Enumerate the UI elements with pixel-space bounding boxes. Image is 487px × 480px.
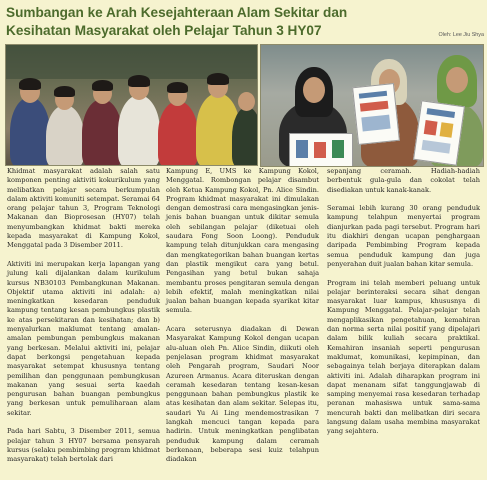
paragraph: Seramai lebih kurang 30 orang penduduk kampung telahpun menyertai program dianjurkan pada pagi tersebut. Program hari itu diakhiri dengan ucapan penghargaan daripada Pembimbing Program kepada semua penduduk kampung dan juga penyerahan duit jualan bahan kitar semula. bbox=[327, 204, 480, 268]
paragraph: Acara seterusnya diadakan di Dewan Masyarakat Kampung Kokol dengan ucapan alu-aluan oleh Pn. Alice Sindin, diikuti oleh penjelasan program khidmat masyarakat oleh Pengarah program, Saudari Noor Azureen Armanus. Acara diteruskan dengan ceramah kesedaran tentang kesan-kesan penggunaan bahan pembungkus plastik ke atas kesihatan dan alam sekitar. Selepas itu, saudari Yu Ai Ling mendemostrasikan 7 langkah mencuci tangan kepada para hadirin. Untuk meningkatkan penglibatan penduduk kampung dalam ceramah berkenaan, beberapa sesi kuiz telahpun diadakan bbox=[166, 325, 319, 464]
paragraph: Pada hari Sabtu, 3 Disember 2011, semua pelajar tahun 3 HY07 bersama pensyarah kursus (selaku pembimbing program khidmat masyarakat) telah bertolak dari bbox=[7, 427, 160, 464]
photo-women-with-posters bbox=[260, 44, 484, 167]
paragraph: Aktiviti ini merupakan kerja lapangan yang julung kali dijalankan dalam kurikulum kursus NB30103 Pembangkunan Makanan. Objektif utama aktiviti ini adalah: a) meningkatkan kesedaran penduduk kampung tentang kesan pembungkus plastik ke atas persekitaran dan kesihatan; dan b) menyalurkan maklumat tentang amalan-amalan pembungan pembungkus makanan yang berkesan. Melalui aktiviti ini, pelajar dapat berkongsi pengetahuan kepada masyarakat setempat khususnya tentang pemilihan dan penggunaan pembungkusan makanan yang sesuai serta kaedah pengurusan bahan buangan pembungkus yang berkesan untuk pemuliharaan alam sekitar. bbox=[7, 259, 160, 417]
article-byline: Oleh: Lee Jiu Shya bbox=[438, 32, 484, 38]
photo-audience-seated bbox=[5, 44, 258, 166]
paragraph: Khidmat masyarakat adalah salah satu komponen penting aktiviti kokurikulum yang melibatkan pelajar secara berkumpulan dalam aktiviti komuniti setempat. Seramai 64 orang pelajar tahun 3, Program Teknologi Makanan dan Bioprosesan (HY07) telah menyumbangkan khidmat bakti mereka kepada masyarakat di Kampung Kokol, Menggatal pada 3 Disember 2011. bbox=[7, 167, 160, 250]
article-headline: Sumbangan ke Arah Kesejahteraan Alam Sekitar dan Kesihatan Masyarakat oleh Pelajar Tahun 3 HY07 bbox=[6, 5, 348, 38]
article-column-2 bbox=[166, 167, 319, 474]
article-column-3 bbox=[327, 167, 480, 446]
paragraph: sepanjang ceramah. Hadiah-hadiah berbentuk gula-gula dan cokolat telah disediakan untuk kanak-kanak. bbox=[327, 167, 480, 194]
article-column-1 bbox=[7, 167, 160, 474]
paragraph: Program ini telah memberi peluang untuk pelajar berinteraksi secara sihat dengan masyarakat luar kampus, khususnya di Kampung Menggatal. Pelajar-pelajar telah mengaplikasikan pengetahuan, kemahiran dan norma serta nilai positif yang dipelajari dalam bilik kuliah secara praktikal. Kemahiran insaniah seperti pengurusan maklumat, komunikasi, kepimpinan, dan sebagainya telah berjaya diterapkan dalam aktiviti ini. Adalah diharapkan program ini dapat menanam sifat tanggungjawab di samping menyemai rasa kesedaran terhadap peranan mahasiswa untuk sama-sama mencurah bakti dan melibatkan diri secara langsung dalam usaha membina masyarakat yang sejahtera. bbox=[327, 278, 480, 436]
paragraph: Kampung E, UMS ke Kampung Kokol, Menggatal. Rombongan pelajar disambut oleh Ketua Kampung Kokol, Pn. Alice Sindin. Program khidmat masyarakat ini dimulakan dengan demostrasi cara mengasingkan jenis-jenis bahan buangan untuk dikitar semula oleh sebilangan pelajar (diketuai oleh saudara Fong Soon Loong). Penduduk kampung telah ditunjukkan cara mengasing dan mengkategorikan bahan buangan kertas dan plastik mengikut cara yang betul. Pengasihan yang betul bukan sahaja membantu proses pengitaran semula dengan lebih efektif, malah meningkatkan nilai jualan bahan buangan kepada syarikat kitar semula. bbox=[166, 167, 319, 315]
